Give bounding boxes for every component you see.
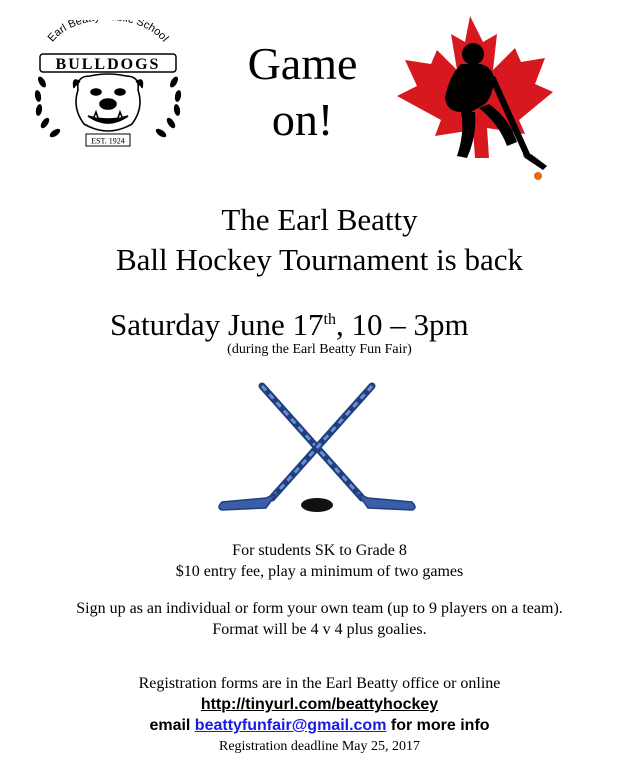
- event-date-subtitle: (during the Earl Beatty Fun Fair): [227, 342, 412, 357]
- logo-school-name-path: Earl Be School: [45, 20, 171, 45]
- registration-url-link[interactable]: http://tinyurl.com/beattyhockey: [200, 696, 439, 713]
- logo-school-name: [46, 20, 171, 44]
- registration-deadline: Registration deadline May 25, 2017: [218, 739, 421, 754]
- registration-forms-text: Registration forms are in the Earl Beatty office or online: [138, 675, 501, 692]
- headline-line-2: Ball Hockey Tournament is back: [115, 242, 524, 277]
- page-title: [225, 36, 380, 148]
- logo-team-name: BULLDOGS: [55, 56, 161, 73]
- bulldog-logo-graphic: [28, 20, 188, 150]
- title-line-1: Game: [247, 38, 358, 89]
- bulldog-face-icon: [74, 74, 143, 131]
- hockey-sticks-icon: [212, 380, 422, 520]
- email-link[interactable]: beattyfunfair@gmail.com: [194, 717, 387, 734]
- email-line: [0, 715, 639, 736]
- hockey-stick-left-icon: [219, 386, 372, 510]
- school-logo: [28, 20, 188, 150]
- crossed-hockey-sticks: [212, 380, 422, 520]
- signup-line-2: Format will be 4 v 4 plus goalies.: [212, 621, 427, 638]
- email-prefix: email: [149, 717, 195, 734]
- eligibility-info: [0, 540, 639, 582]
- date-prefix: Saturday June 17: [110, 307, 324, 342]
- signup-info: [0, 598, 639, 640]
- email-suffix: for more info: [386, 717, 490, 734]
- date-time: , 10 – 3pm: [335, 307, 469, 342]
- ball-icon: [534, 172, 542, 180]
- eligibility-line-1: For students SK to Grade 8: [232, 542, 407, 559]
- puck-icon: [301, 498, 333, 512]
- registration-info: [0, 673, 639, 757]
- event-date: [110, 300, 469, 345]
- registered-mark-icon: ®: [523, 151, 529, 160]
- hockey-stick-right-icon: [262, 386, 415, 510]
- date-ordinal: th: [323, 311, 336, 328]
- hockey-canada-logo: [375, 8, 565, 190]
- title-line-2: on!: [271, 94, 334, 145]
- laurel-left-icon: [34, 75, 62, 139]
- eligibility-line-2: $10 entry fee, play a minimum of two games: [175, 563, 464, 580]
- logo-established: EST. 1924: [91, 136, 125, 146]
- headline: [0, 200, 639, 280]
- maple-leaf-player-icon: [375, 8, 565, 190]
- signup-line-1: Sign up as an individual or form your own team (up to 9 players on a team).: [76, 600, 563, 617]
- headline-line-1: The Earl Beatty: [221, 202, 418, 237]
- laurel-right-icon: [154, 75, 182, 139]
